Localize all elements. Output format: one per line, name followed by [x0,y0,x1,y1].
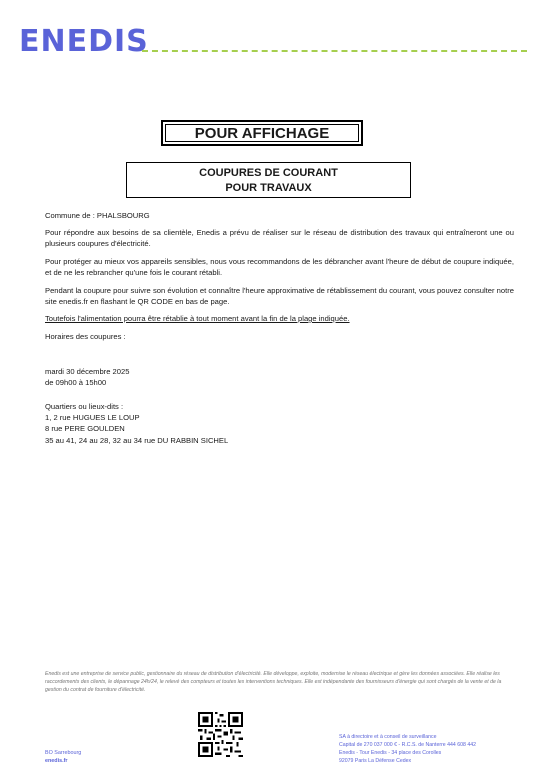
quartiers-label: Quartiers ou lieux-dits : [45,402,124,411]
paragraph-3: Pendant la coupure pour suivre son évolution et connaître l'heure approximative de rétablissement du courant, vous pouvez consulter notre site enedis.fr en flashant le QR CODE en bas de page. [45,286,514,306]
enedis-logo [19,24,149,59]
title-box [161,120,363,146]
quartier-item: 35 au 41, 24 au 28, 32 au 34 rue DU RABBIN SICHEL [45,436,229,445]
commune: Commune de : PHALSBOURG [45,211,150,220]
paragraph-2: Pour protéger au mieux vos appareils sensibles, nous vous recommandons de les débrancher avant l'heure de début de coupure indiquée, et de ne les rebrancher qu'une fois le courant rétabli. [45,257,514,277]
footer-office: BO Sarrebourg [45,750,82,756]
schedule-date: mardi 30 décembre 2025 [45,367,130,376]
footer-legal-line: 92079 Paris La Défense Cedex [339,758,412,764]
footer-note: Enedis est une entreprise de service public, gestionnaire du réseau de distribution d'électricité. Elle développe, exploite, modernise le réseau électrique et gère les données associées. Elle réalise les raccordements des clients, le dépannage 24h/24, le relevé des compteurs et toutes les interventions techniques. Elle est indépendante des fournisseurs d'énergie qui sont chargés de la vente et de la gestion du contrat de fourniture d'électricité. [45,671,502,693]
logo-dashed-line [142,50,527,52]
footer-website-link[interactable]: enedis.fr [45,758,68,764]
footer-right [339,733,476,765]
subtitle-line-1: COUPURES DE COURANT [199,167,338,179]
page-title: POUR AFFICHAGE [165,124,359,142]
paragraph-1: Pour répondre aux besoins de sa clientèle, Enedis a prévu de réaliser sur le réseau de distribution des travaux qui entraîneront une ou plusieurs coupures d'électricité. [45,228,514,248]
footer-legal-line: SA à directoire et à conseil de surveillance [339,734,437,740]
qr-code-icon[interactable] [198,712,243,757]
warning-text: Toutefois l'alimentation pourra être rétablie à tout moment avant la fin de la plage indiquée. [45,314,350,323]
footer-legal-line: Capital de 270 037 000 € - R.C.S. de Nanterre 444 608 442 [339,742,476,748]
logo-text: ENEDIS [19,24,149,59]
schedule-time: de 09h00 à 15h00 [45,378,107,387]
footer-legal-line: Enedis - Tour Enedis - 34 place des Corolles [339,750,442,756]
quartier-item: 8 rue PERE GOULDEN [45,424,125,433]
subtitle-box [126,162,411,198]
subtitle-line-2: POUR TRAVAUX [225,182,312,194]
horaires-label: Horaires des coupures : [45,332,126,341]
quartier-item: 1, 2 rue HUGUES LE LOUP [45,413,140,422]
footer-left [45,749,81,765]
